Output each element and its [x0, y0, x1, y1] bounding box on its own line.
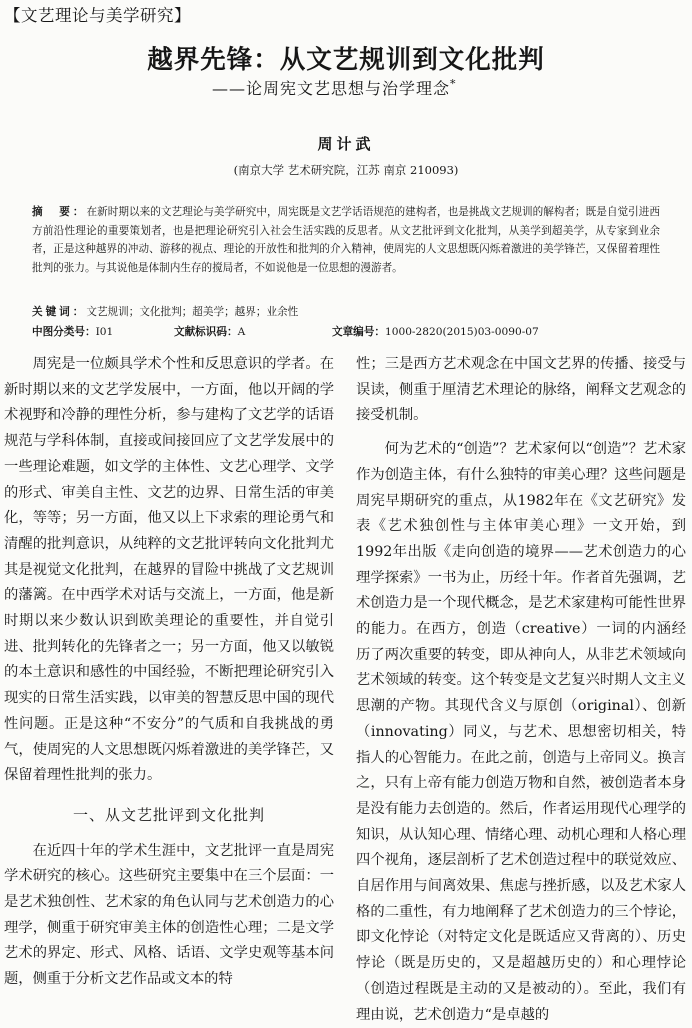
body-column-right — [356, 352, 686, 1028]
article-subtitle — [212, 76, 457, 99]
section-tag: 【文艺理论与美学研究】 — [4, 6, 191, 25]
clc-value: I01 — [95, 326, 114, 338]
author-name: 周计武 — [317, 135, 375, 153]
body-paragraph: 性；三是西方艺术观念在中国文艺界的传播、接受与误读，侧重于厘清艺术理论的脉络，阐释文艺观念的接受机制。 — [356, 356, 686, 424]
body-paragraph: 在近四十年的学术生涯中，文艺批评一直是周宪学术研究的核心。这些研究主要集中在三个层面：一是艺术独创性、艺术家的角色认同与艺术创造力的心理学，侧重于研究审美主体的创造性心理；二是文学艺术的界定、形式、风格、话语、文学史观等基本问题，侧重于分析文艺作品或文本的特 — [4, 842, 334, 988]
body-paragraph: 何为艺术的“创造”？艺术家何以“创造”？艺术家作为创造主体，有什么独特的审美心理？这些问题是周宪早期研究的重点，从1982年在《文艺研究》发表《艺术独创性与主体审美心理》一文开始，到1992年出版《走向创造的境界——艺术创造力的心理学探索》一书为止，历经十年。作者首先强调，艺术创造力是一个现代概念，是艺术家建构可能性世界的能力。在西方，创造（creative）一词的内涵经历了两次重要的转变，即从神向人，从非艺术领域向艺术领域的转变。这个转变是文艺复兴时期人文主义思潮的产物。其现代含义与原创（original）、创新（innovating）同义，与艺术、思想密切相关，特指人的心智能力。在此之前，创造与上帝同义。换言之，只有上帝有能力创造万物和自然，被创造者本身是没有能力去创造的。然后，作者运用现代心理学的知识，从认知心理、情绪心理、动机心理和人格心理四个视角，逐层剖析了艺术创造过程中的联觉效应、自居作用与间离效果、焦虑与挫折感，以及艺术家人格的二重性，有力地阐释了艺术创造力的三个悖论，即文化悖论（对特定文化是既适应又背离的）、历史悖论（既是历史的，又是超越历史的）和心理悖论（创造过程既是主动的又是被动的）。至此，我们有理由说，艺术创造力“是卓越的 — [356, 441, 686, 1023]
body-paragraph: 周宪是一位颇具学术个性和反思意识的学者。在新时期以来的文艺学发展中，一方面，他以开阔的学术视野和冷静的理性分析，参与建构了文艺学的话语规范与学科体制，直接或间接回应了文艺学发展中的一些理论难题，如文学的主体性、文艺心理学、文学的形式、审美自主性、文艺的边界、日常生活的审美化，等等；另一方面，他又以上下求索的理论勇气和清醒的批判意识，从纯粹的文艺批评转向文化批判尤其是视觉文化批判，在越界的冒险中挑战了文艺规训的藩篱。在中西学术对话与交流上，一方面，他是新时期以来少数认识到欧美理论的重要性，并自觉引进、批判转化的先锋者之一；另一方面，他又以敏锐的本土意识和感性的中国经验，不断把理论研究引入现实的日常生活实践，以审美的智慧反思中国的现代性问题。正是这种“不安分”的气质和自我挑战的勇气，使周宪的人文思想既闪烁着激进的美学锋芒，又保留着理性批判的张力。 — [4, 356, 334, 784]
keywords-text: 文艺规训；文化批判；超美学；越界；业余性 — [86, 306, 299, 318]
abstract — [32, 203, 660, 277]
author-affiliation: (南京大学 艺术研究院，江苏 南京 210093) — [233, 163, 459, 177]
doc-value: A — [237, 326, 246, 338]
abstract-label: 摘 要： — [32, 206, 87, 218]
subtitle-text: ——论周宪文艺思想与治学理念 — [212, 79, 451, 98]
footnote-mark: * — [450, 77, 457, 91]
body-column-left — [4, 352, 334, 993]
clc-label: 中图分类号： — [32, 326, 96, 338]
section-heading: 一、从文艺批评到文化批判 — [72, 805, 265, 824]
keywords — [32, 304, 298, 319]
article-no-label: 文章编号： — [332, 326, 385, 338]
article-title: 越界先锋：从文艺规训到文化批判 — [147, 45, 545, 75]
doc-label: 文献标识码： — [174, 326, 238, 338]
article-no-value: 1000-2820(2015)03-0090-07 — [384, 326, 539, 338]
keywords-label: 关键词： — [32, 306, 87, 318]
abstract-text: 在新时期以来的文艺理论与美学研究中，周宪既是文艺学话语规范的建构者，也是挑战文艺规训的解构者；既是自觉引进西方前沿性理论的重要策划者，也是把理论研究引入社会生活实践的反思者。从文艺批评到文化批判，从美学到超美学，从专家到业余者，正是这种越界的冲动、游移的视点、理论的开放性和批判的介入精神，使周宪的人文思想既闪烁着激进的美学锋芒，又保留着理性批判的张力。与其说他是体制内生存的搅局者，不如说他是一位思想的漫游者。 — [32, 206, 660, 274]
